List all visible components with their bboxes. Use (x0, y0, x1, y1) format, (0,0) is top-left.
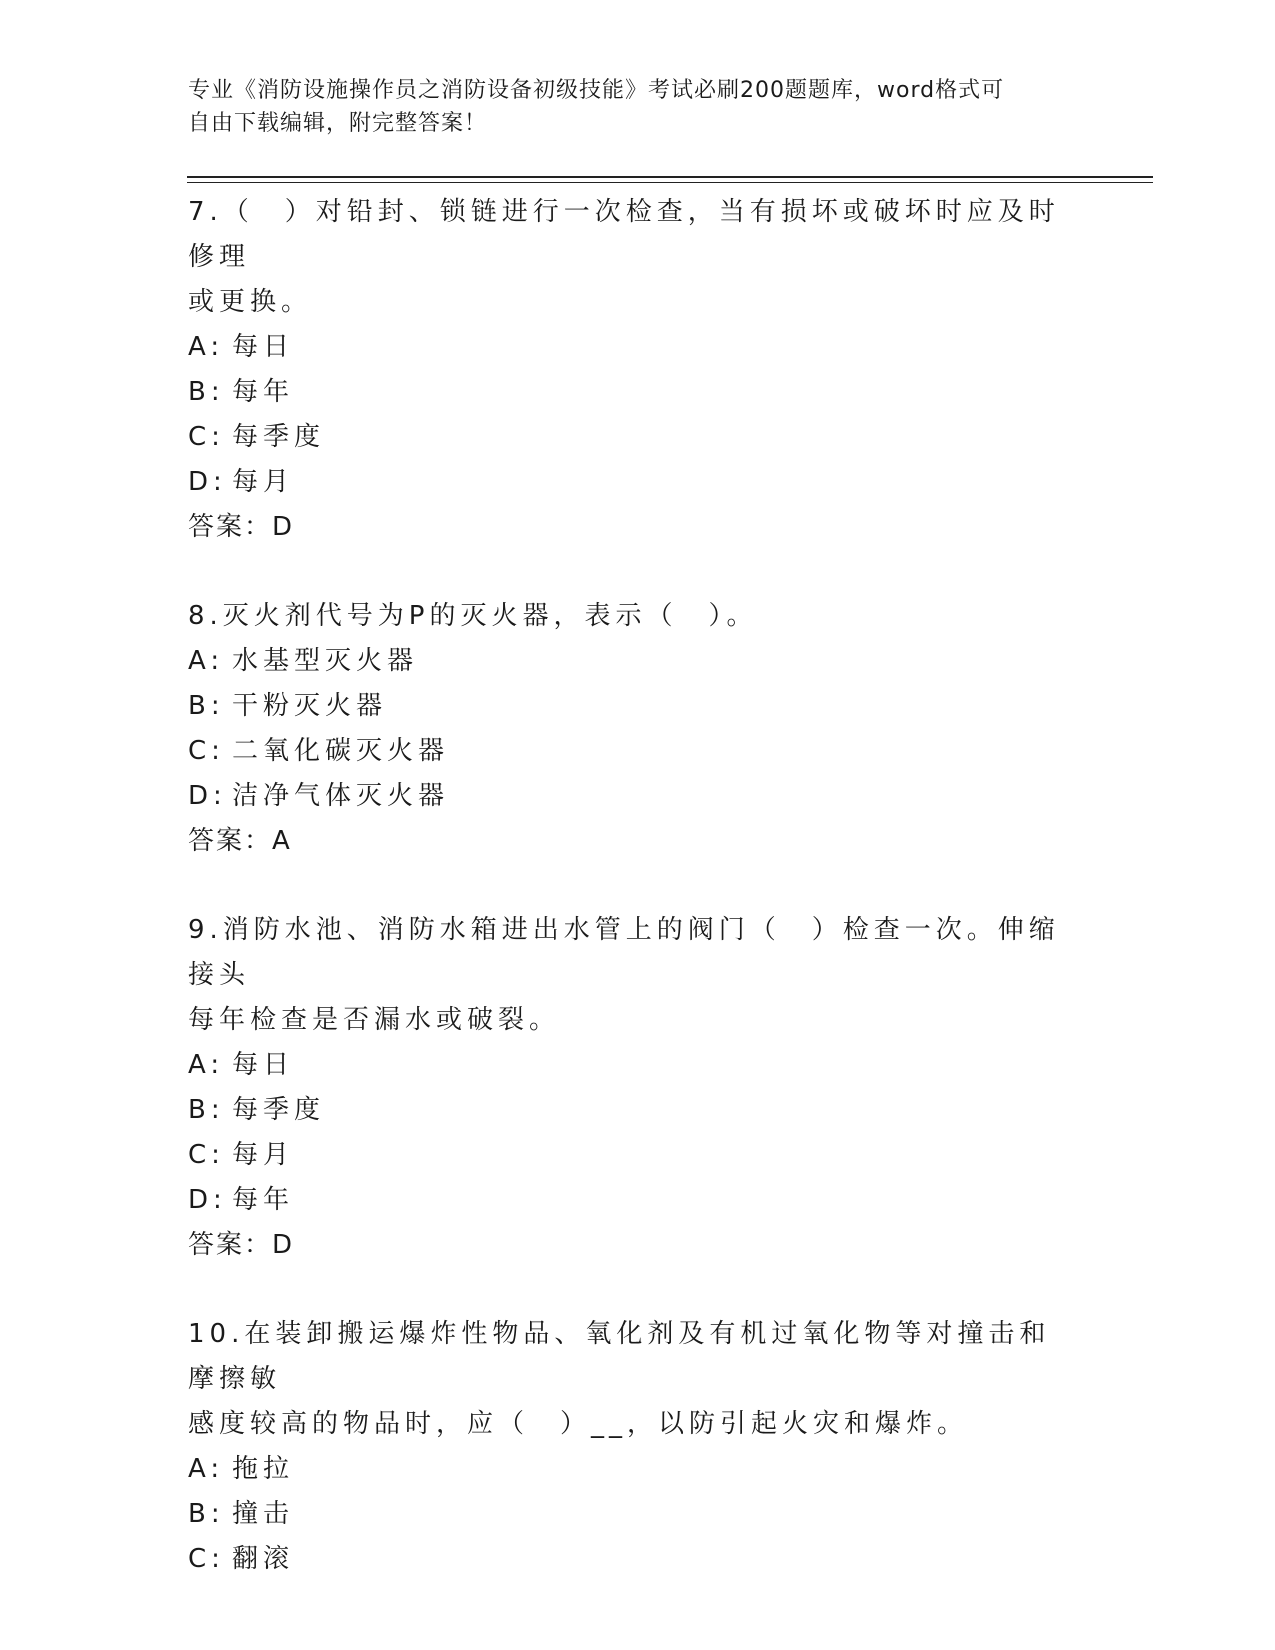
option-key: A: (188, 332, 225, 362)
option-text: 每月 (232, 467, 295, 497)
header-line-2: 自由下载编辑，附完整答案！ (188, 111, 488, 136)
question-text-line-2: 每年检查是否漏水或破裂。 (188, 1005, 561, 1035)
header-line-1: 专业《消防设施操作员之消防设备初级技能》考试必刷200题题库，word格式可 (188, 78, 1005, 103)
question-text (188, 190, 1068, 325)
option-key: A: (188, 1050, 225, 1080)
question-text-line-1: 9.消防水池、消防水箱进出水管上的阀门（ ）检查一次。伸缩接头 (188, 915, 1060, 990)
answer-line: 答案：A (188, 826, 292, 856)
option-key: C: (188, 736, 225, 766)
option-text: 二氧化碳灭火器 (232, 736, 450, 766)
option-text: 每年 (232, 377, 295, 407)
option-text: 每年 (232, 1185, 295, 1215)
question-text-line-1: 8.灭火剂代号为P的灭火器，表示（ ）。 (188, 601, 758, 631)
answer-line: 答案：D (188, 1230, 295, 1260)
option-c (188, 1537, 1088, 1582)
option-text: 洁净气体灭火器 (232, 781, 450, 811)
question-text-line-2: 或更换。 (188, 287, 313, 317)
option-text: 拖拉 (232, 1454, 295, 1484)
option-key: C: (188, 422, 225, 452)
option-text: 每季度 (232, 422, 326, 452)
option-key: B: (188, 1095, 225, 1125)
option-c (188, 1133, 1088, 1178)
option-key: C: (188, 1544, 225, 1574)
option-key: B: (188, 1499, 225, 1529)
option-d (188, 1178, 1088, 1223)
option-key: B: (188, 691, 225, 721)
header-divider-thick (187, 176, 1153, 178)
option-a (188, 325, 1088, 370)
question-text-line-2: 感度较高的物品时，应（ ）__，以防引起火灾和爆炸。 (188, 1409, 969, 1439)
option-text: 干粉灭火器 (232, 691, 388, 721)
option-a (188, 1043, 1088, 1088)
question-list (188, 190, 1088, 1626)
option-text: 每季度 (232, 1095, 326, 1125)
header-divider-thin (187, 182, 1153, 183)
option-d (188, 460, 1088, 505)
option-key: A: (188, 1454, 225, 1484)
option-key: D: (188, 467, 227, 497)
question-text-line-1: 10.在装卸搬运爆炸性物品、氧化剂及有机过氧化物等对撞击和摩擦敏 (188, 1319, 1051, 1394)
option-b (188, 370, 1088, 415)
question-8 (188, 594, 1088, 864)
option-key: D: (188, 1185, 227, 1215)
question-text (188, 594, 1068, 639)
option-a (188, 1447, 1088, 1492)
option-key: D: (188, 781, 227, 811)
answer-line: 答案：D (188, 512, 295, 542)
question-9 (188, 908, 1088, 1268)
option-a (188, 639, 1088, 684)
option-b (188, 1492, 1088, 1537)
option-key: C: (188, 1140, 225, 1170)
option-key: A: (188, 646, 225, 676)
option-text: 水基型灭火器 (232, 646, 419, 676)
option-text: 每日 (232, 332, 295, 362)
option-key: B: (188, 377, 225, 407)
question-7 (188, 190, 1088, 550)
option-text: 撞击 (232, 1499, 295, 1529)
option-text: 每月 (232, 1140, 295, 1170)
question-text-line-1: 7.（ ）对铅封、锁链进行一次检查，当有损坏或破坏时应及时修理 (188, 197, 1060, 272)
option-c (188, 415, 1088, 460)
question-text (188, 908, 1068, 1043)
document-header (188, 74, 1068, 140)
question-text (188, 1312, 1068, 1447)
option-d (188, 774, 1088, 819)
option-c (188, 729, 1088, 774)
option-text: 每日 (232, 1050, 295, 1080)
option-b (188, 1088, 1088, 1133)
question-10 (188, 1312, 1088, 1582)
option-b (188, 684, 1088, 729)
option-text: 翻滚 (232, 1544, 295, 1574)
